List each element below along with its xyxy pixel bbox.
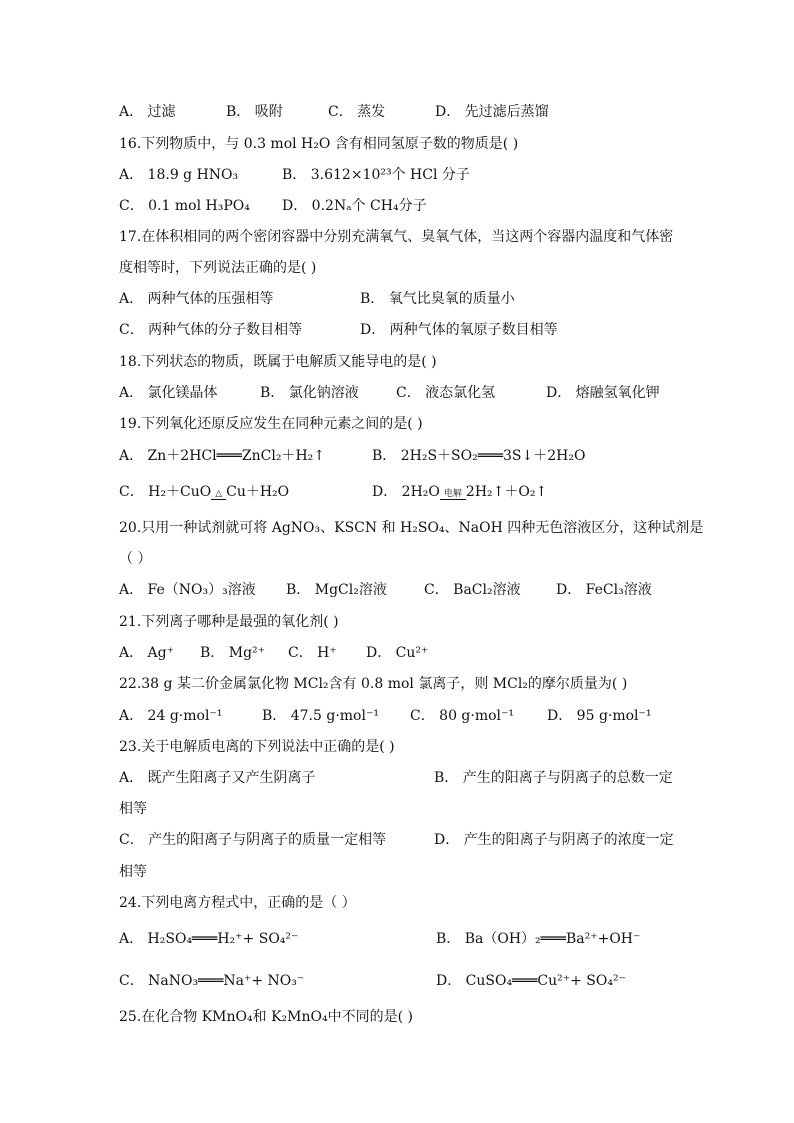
electrolysis-condition-label: 电解	[440, 489, 466, 500]
q23-option-a: A． 既产生阳离子又产生阴离子	[119, 770, 316, 786]
q20-option-b: B． MgCl₂溶液	[286, 582, 387, 598]
q15-option-d: D． 先过滤后蒸馏	[435, 104, 549, 120]
q16-option-d: D． 0.2Nₐ个 CH₄分子	[282, 198, 427, 214]
q18-option-c: C． 液态氯化氢	[396, 385, 496, 401]
q23-option-c: C． 产生的阳离子与阴离子的质量一定相等	[119, 832, 387, 848]
q19-stem: 19.下列氧化还原反应发生在同种元素之间的是( )	[119, 416, 423, 432]
q16-option-a: A． 18.9 g HNO₃	[119, 167, 239, 183]
q21-stem: 21.下列离子哪种是最强的氧化剂( )	[119, 614, 339, 630]
q23-wrap2: 相等	[119, 864, 147, 880]
q20-option-a: A． Fe（NO₃）₃溶液	[119, 582, 256, 598]
q23-option-d: D． 产生的阳离子与阴离子的浓度一定	[434, 832, 674, 848]
q16-option-c: C． 0.1 mol H₃PO₄	[119, 198, 250, 214]
q19-option-d-tail: 2H₂↑＋O₂↑	[465, 484, 548, 500]
q17-option-d: D． 两种气体的氧原子数目相等	[360, 322, 558, 338]
q20-option-c: C． BaCl₂溶液	[424, 582, 521, 598]
q17-option-c: C． 两种气体的分子数目相等	[119, 322, 303, 338]
q21-option-b: B． Mg²⁺	[200, 645, 266, 661]
q17-stem-line2: 度相等时，下列说法正确的是( )	[119, 260, 317, 276]
q21-option-a: A． Ag⁺	[119, 645, 175, 661]
q18-stem: 18.下列状态的物质，既属于电解质又能导电的是( )	[119, 354, 437, 370]
q22-option-a: A． 24 g·mol⁻¹	[119, 708, 223, 724]
q19-option-c	[119, 482, 289, 504]
q19-option-a: A． Zn＋2HCl═══ZnCl₂＋H₂↑	[119, 448, 325, 464]
q17-option-a: A． 两种气体的压强相等	[119, 291, 274, 307]
q22-option-b: B． 47.5 g·mol⁻¹	[262, 708, 379, 724]
q23-wrap1: 相等	[119, 801, 147, 817]
q19-option-c-tail: Cu＋H₂O	[226, 484, 290, 500]
q19-option-b: B． 2H₂S＋SO₂═══3S↓＋2H₂O	[372, 448, 586, 464]
q23-stem: 23.关于电解质电离的下列说法中正确的是( )	[119, 739, 395, 755]
q24-option-d: D． CuSO₄═══Cu²⁺+ SO₄²⁻	[436, 973, 626, 989]
q17-option-b: B． 氧气比臭氧的质量小	[360, 291, 515, 307]
q16-option-b: B． 3.612×10²³个 HCl 分子	[282, 167, 470, 183]
q24-option-c: C． NaNO₃═══Na⁺+ NO₃⁻	[119, 973, 305, 989]
q22-option-c: C． 80 g·mol⁻¹	[410, 708, 515, 724]
q21-option-c: C． H⁺	[288, 645, 337, 661]
q22-stem: 22.38 g 某二价金属氯化物 MCl₂含有 0.8 mol 氯离子，则 MCl₂的摩尔质量为( )	[119, 676, 628, 692]
q18-option-b: B． 氯化钠溶液	[260, 385, 359, 401]
q16-stem: 16.下列物质中，与 0.3 mol H₂O 含有相同氢原子数的物质是( )	[119, 136, 519, 152]
q20-stem-line2: （ ）	[119, 551, 152, 567]
q23-option-b: B． 产生的阳离子与阴离子的总数一定	[434, 770, 673, 786]
q19-option-d-head: D． 2H₂O	[372, 484, 440, 500]
q20-option-d: D． FeCl₃溶液	[556, 582, 652, 598]
q24-stem: 24.下列电离方程式中，正确的是（ ）	[119, 895, 356, 911]
q19-option-d	[372, 482, 547, 504]
heat-condition-symbol: △	[211, 489, 226, 500]
q25-stem: 25.在化合物 KMnO₄和 K₂MnO₄中不同的是( )	[119, 1009, 413, 1025]
q18-option-d: D． 熔融氢氧化钾	[546, 385, 660, 401]
q20-stem-line1: 20.只用一种试剂就可将 AgNO₃、KSCN 和 H₂SO₄、NaOH 四种无色溶液区分，这种试剂是	[119, 520, 704, 536]
q18-option-a: A． 氯化镁晶体	[119, 385, 218, 401]
q24-option-b: B． Ba（OH）₂═══Ba²⁺+OH⁻	[436, 931, 641, 947]
q15-option-a: A． 过滤	[119, 104, 176, 120]
q22-option-d: D． 95 g·mol⁻¹	[547, 708, 652, 724]
q24-option-a: A． H₂SO₄═══H₂⁺+ SO₄²⁻	[119, 931, 299, 947]
q15-option-c: C． 蒸发	[328, 104, 386, 120]
q21-option-d: D． Cu²⁺	[366, 645, 429, 661]
q17-stem-line1: 17.在体积相同的两个密闭容器中分别充满氧气、臭氧气体，当这两个容器内温度和气体密	[119, 229, 674, 245]
q19-option-c-head: C． H₂＋CuO	[119, 484, 212, 500]
q15-option-b: B． 吸附	[226, 104, 283, 120]
